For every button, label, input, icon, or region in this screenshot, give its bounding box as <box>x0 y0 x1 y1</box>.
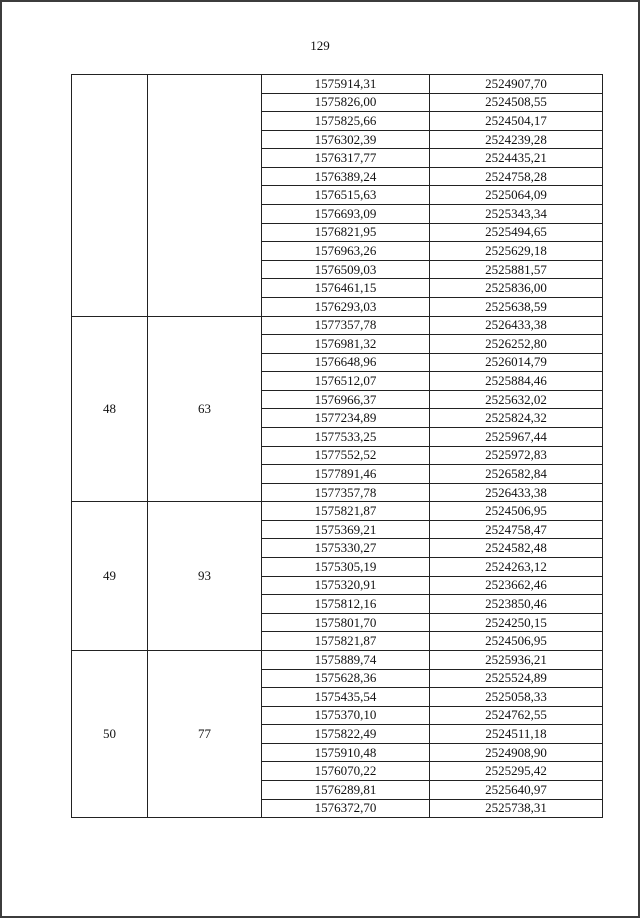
x-coordinate-cell: 1577552,52 <box>262 446 430 465</box>
x-coordinate-cell: 1576461,15 <box>262 279 430 298</box>
x-coordinate-cell: 1575628,36 <box>262 669 430 688</box>
y-coordinate-cell: 2524758,28 <box>430 167 603 186</box>
x-coordinate-cell: 1577533,25 <box>262 427 430 446</box>
group-count-cell: 93 <box>148 502 262 651</box>
x-coordinate-cell: 1577357,78 <box>262 483 430 502</box>
y-coordinate-cell: 2525836,00 <box>430 279 603 298</box>
y-coordinate-cell: 2525058,33 <box>430 688 603 707</box>
x-coordinate-cell: 1575812,16 <box>262 595 430 614</box>
y-coordinate-cell: 2525972,83 <box>430 446 603 465</box>
x-coordinate-cell: 1576515,63 <box>262 186 430 205</box>
y-coordinate-cell: 2525632,02 <box>430 390 603 409</box>
y-coordinate-cell: 2525738,31 <box>430 799 603 818</box>
x-coordinate-cell: 1575330,27 <box>262 539 430 558</box>
y-coordinate-cell: 2526582,84 <box>430 465 603 484</box>
group-count-cell: 77 <box>148 650 262 817</box>
group-id-cell: 48 <box>72 316 148 502</box>
x-coordinate-cell: 1575305,19 <box>262 558 430 577</box>
group-id-cell: 50 <box>72 650 148 817</box>
y-coordinate-cell: 2524239,28 <box>430 130 603 149</box>
table-row <box>72 650 603 669</box>
x-coordinate-cell: 1576293,03 <box>262 297 430 316</box>
x-coordinate-cell: 1575801,70 <box>262 613 430 632</box>
group-id-cell <box>72 75 148 317</box>
y-coordinate-cell: 2525629,18 <box>430 242 603 261</box>
y-coordinate-cell: 2525295,42 <box>430 762 603 781</box>
y-coordinate-cell: 2526433,38 <box>430 316 603 335</box>
x-coordinate-cell: 1575370,10 <box>262 706 430 725</box>
x-coordinate-cell: 1576070,22 <box>262 762 430 781</box>
y-coordinate-cell: 2525494,65 <box>430 223 603 242</box>
y-coordinate-cell: 2525824,32 <box>430 409 603 428</box>
table-row <box>72 502 603 521</box>
x-coordinate-cell: 1576966,37 <box>262 390 430 409</box>
x-coordinate-cell: 1576693,09 <box>262 205 430 224</box>
x-coordinate-cell: 1576963,26 <box>262 242 430 261</box>
x-coordinate-cell: 1575821,87 <box>262 502 430 521</box>
y-coordinate-cell: 2524506,95 <box>430 502 603 521</box>
x-coordinate-cell: 1577234,89 <box>262 409 430 428</box>
x-coordinate-cell: 1576317,77 <box>262 149 430 168</box>
y-coordinate-cell: 2525936,21 <box>430 650 603 669</box>
x-coordinate-cell: 1575825,66 <box>262 112 430 131</box>
y-coordinate-cell: 2524907,70 <box>430 75 603 94</box>
y-coordinate-cell: 2524250,15 <box>430 613 603 632</box>
x-coordinate-cell: 1577891,46 <box>262 465 430 484</box>
table-row <box>72 75 603 94</box>
y-coordinate-cell: 2524511,18 <box>430 725 603 744</box>
y-coordinate-cell: 2524263,12 <box>430 558 603 577</box>
y-coordinate-cell: 2523850,46 <box>430 595 603 614</box>
document-page <box>2 2 638 916</box>
y-coordinate-cell: 2525064,09 <box>430 186 603 205</box>
x-coordinate-cell: 1575435,54 <box>262 688 430 707</box>
y-coordinate-cell: 2525640,97 <box>430 780 603 799</box>
page-number: 129 <box>310 38 330 53</box>
group-count-cell <box>148 75 262 317</box>
x-coordinate-cell: 1576372,70 <box>262 799 430 818</box>
group-count-cell: 63 <box>148 316 262 502</box>
x-coordinate-cell: 1576509,03 <box>262 260 430 279</box>
y-coordinate-cell: 2524758,47 <box>430 520 603 539</box>
y-coordinate-cell: 2524908,90 <box>430 743 603 762</box>
y-coordinate-cell: 2524762,55 <box>430 706 603 725</box>
y-coordinate-cell: 2525881,57 <box>430 260 603 279</box>
table-row <box>72 316 603 335</box>
y-coordinate-cell: 2525524,89 <box>430 669 603 688</box>
x-coordinate-cell: 1576302,39 <box>262 130 430 149</box>
y-coordinate-cell: 2526433,38 <box>430 483 603 502</box>
y-coordinate-cell: 2523662,46 <box>430 576 603 595</box>
x-coordinate-cell: 1575826,00 <box>262 93 430 112</box>
x-coordinate-cell: 1576512,07 <box>262 372 430 391</box>
x-coordinate-cell: 1576289,81 <box>262 780 430 799</box>
x-coordinate-cell: 1576821,95 <box>262 223 430 242</box>
x-coordinate-cell: 1575889,74 <box>262 650 430 669</box>
y-coordinate-cell: 2524506,95 <box>430 632 603 651</box>
y-coordinate-cell: 2524582,48 <box>430 539 603 558</box>
x-coordinate-cell: 1575320,91 <box>262 576 430 595</box>
x-coordinate-cell: 1575822,49 <box>262 725 430 744</box>
group-id-cell: 49 <box>72 502 148 651</box>
y-coordinate-cell: 2525884,46 <box>430 372 603 391</box>
x-coordinate-cell: 1575369,21 <box>262 520 430 539</box>
x-coordinate-cell: 1575910,48 <box>262 743 430 762</box>
x-coordinate-cell: 1576389,24 <box>262 167 430 186</box>
x-coordinate-cell: 1575914,31 <box>262 75 430 94</box>
x-coordinate-cell: 1575821,87 <box>262 632 430 651</box>
y-coordinate-cell: 2526252,80 <box>430 335 603 354</box>
y-coordinate-cell: 2524435,21 <box>430 149 603 168</box>
y-coordinate-cell: 2525343,34 <box>430 205 603 224</box>
coordinates-table-body <box>72 75 603 818</box>
x-coordinate-cell: 1577357,78 <box>262 316 430 335</box>
y-coordinate-cell: 2525638,59 <box>430 297 603 316</box>
y-coordinate-cell: 2524508,55 <box>430 93 603 112</box>
y-coordinate-cell: 2526014,79 <box>430 353 603 372</box>
coordinates-table <box>71 74 603 818</box>
x-coordinate-cell: 1576648,96 <box>262 353 430 372</box>
y-coordinate-cell: 2525967,44 <box>430 427 603 446</box>
x-coordinate-cell: 1576981,32 <box>262 335 430 354</box>
y-coordinate-cell: 2524504,17 <box>430 112 603 131</box>
